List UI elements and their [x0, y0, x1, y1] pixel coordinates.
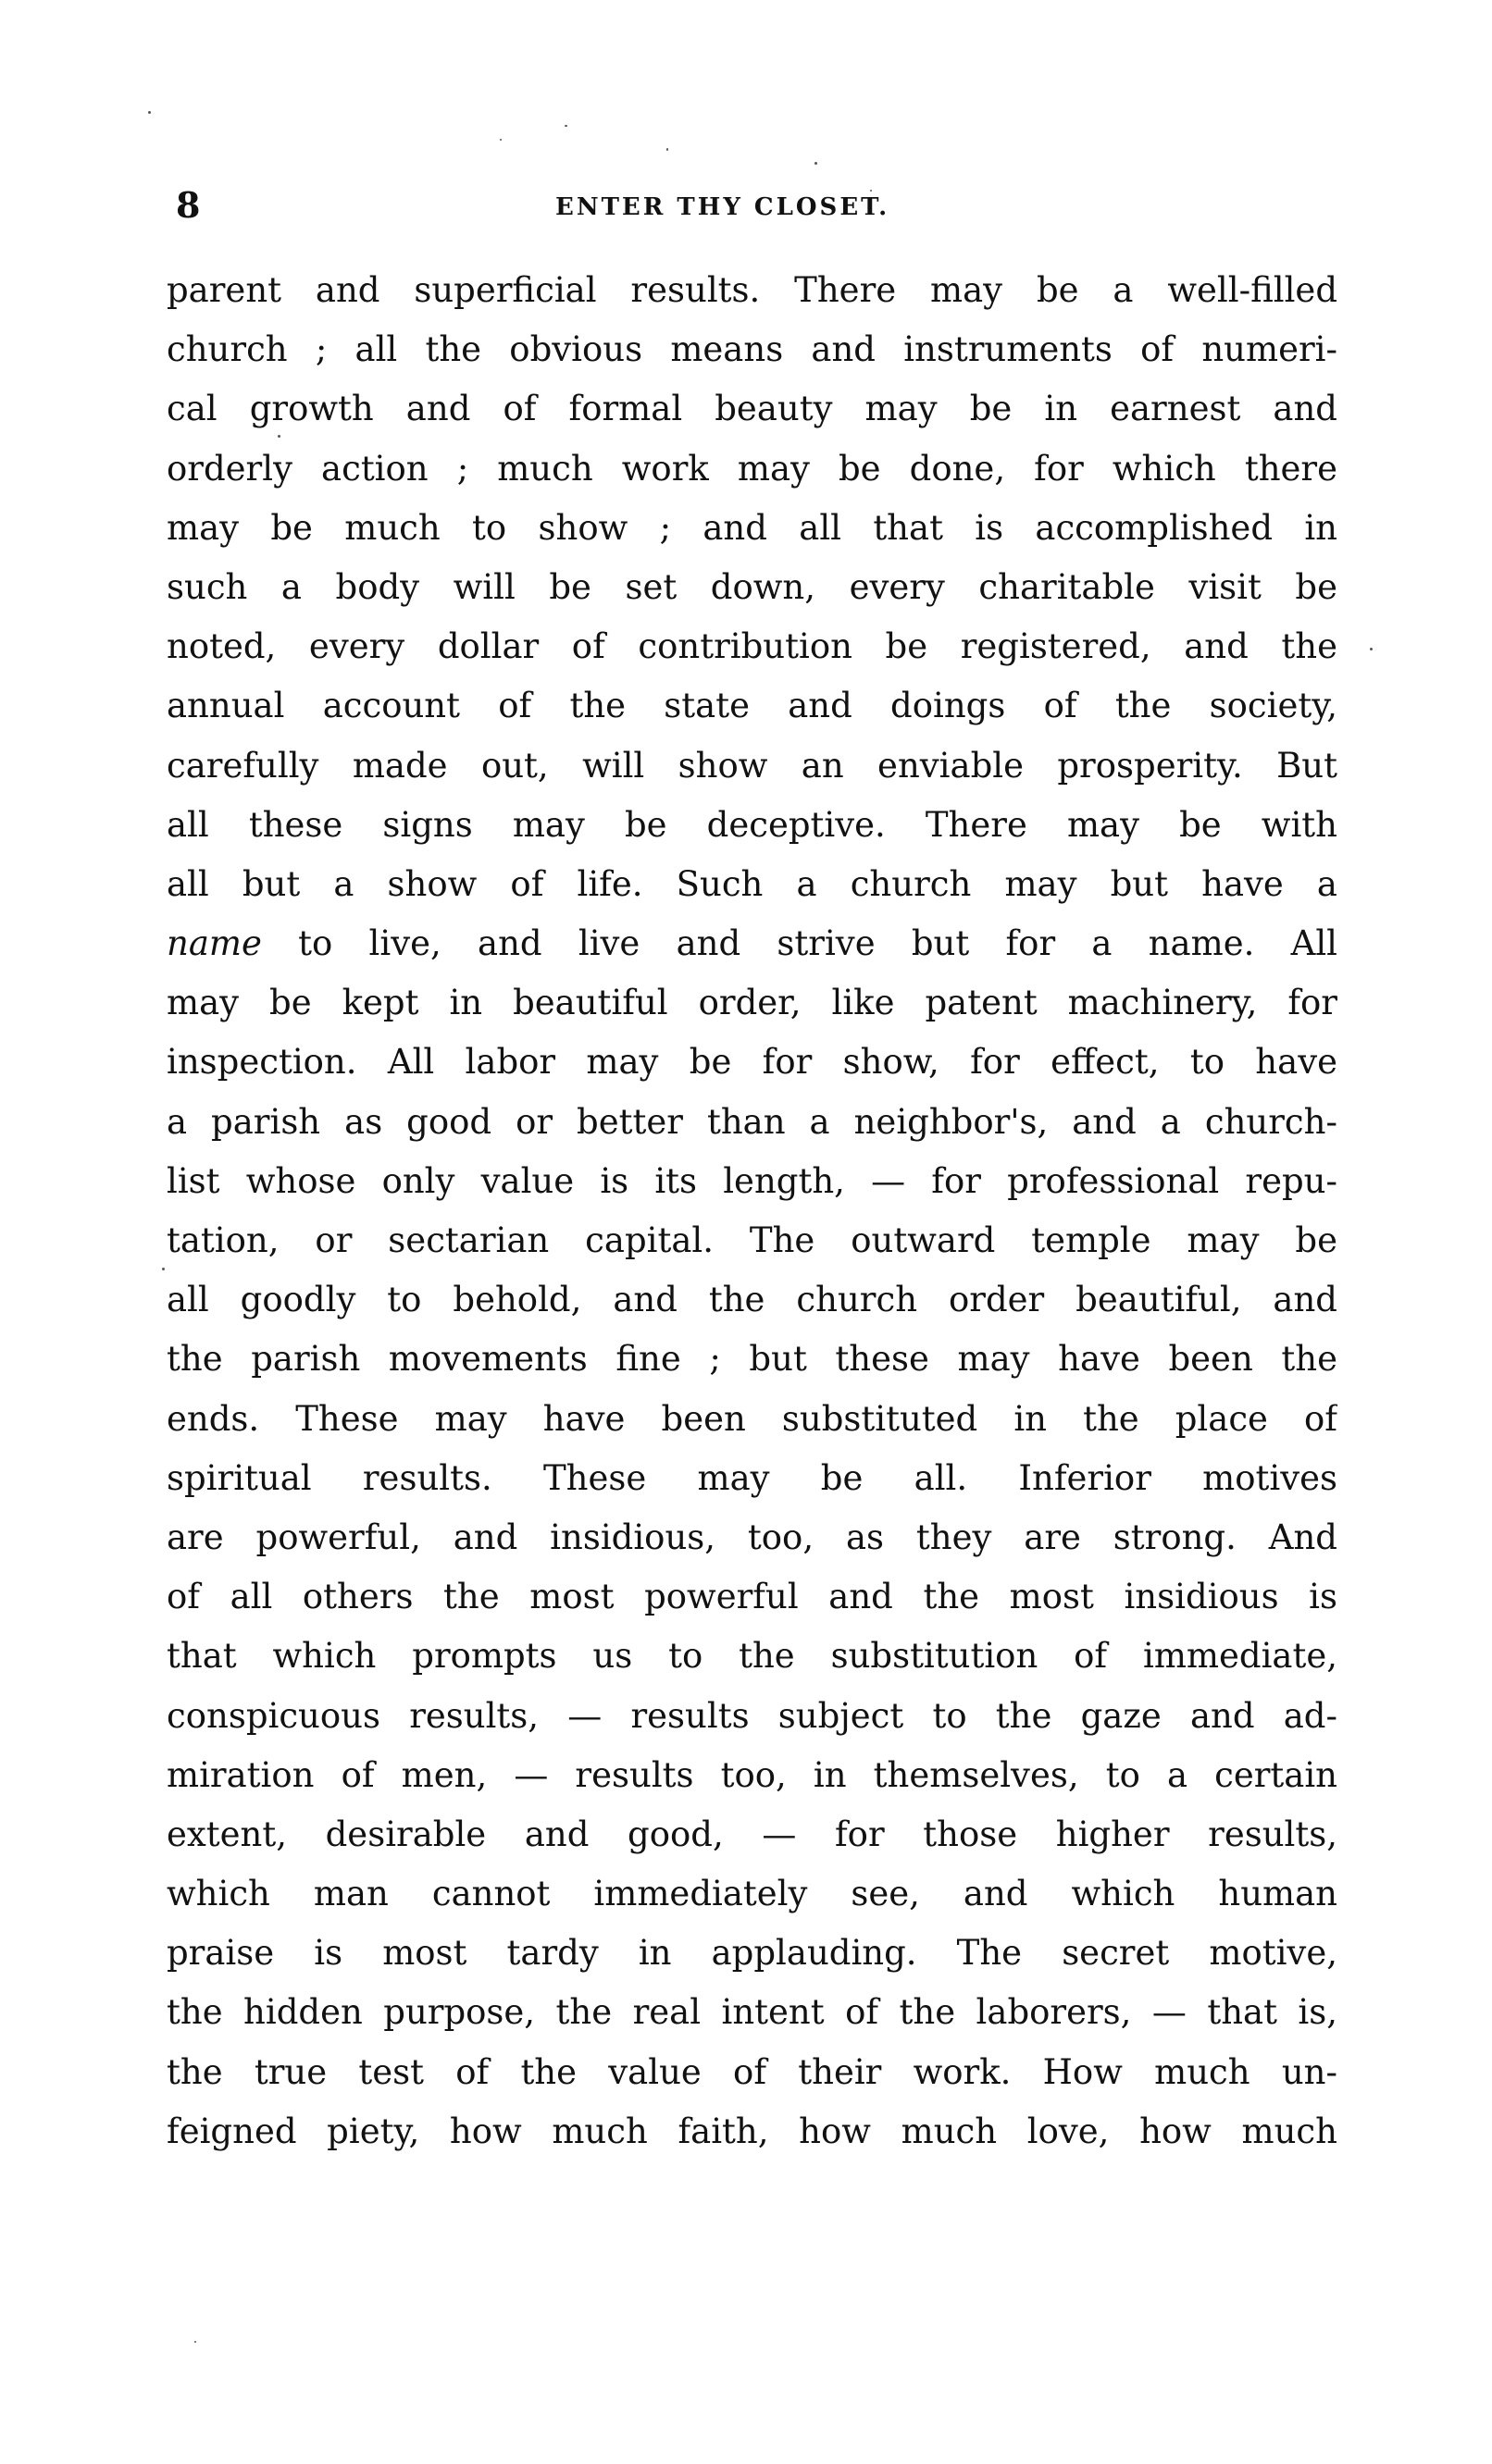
text-line: cal growth and of formal beauty may be in earnest and — [167, 389, 1337, 429]
running-head — [176, 183, 1379, 229]
text-line: extent, desirable and good, — for those higher results, — [167, 1814, 1337, 1854]
text-line: may be kept in beautiful order, like patent machinery, for — [167, 983, 1337, 1023]
text-line: carefully made out, will show an enviable prosperity. But — [167, 745, 1337, 786]
text-line: annual account of the state and doings of the society, — [167, 686, 1337, 726]
scan-speck — [1370, 648, 1373, 650]
scan-speck — [278, 435, 280, 438]
text-line: a parish as good or better than a neighbor's, and a church- — [167, 1101, 1337, 1142]
page-number: 8 — [176, 184, 201, 226]
text-line: may be much to show ; and all that is accomplished in — [167, 507, 1337, 548]
scan-speck — [666, 148, 668, 151]
scan-speck — [565, 125, 567, 127]
text-line: the true test of the value of their work. How much un- — [167, 2051, 1337, 2092]
text-line-with-italic — [167, 914, 1337, 973]
text-line: orderly action ; much work may be done, for which there — [167, 448, 1337, 489]
text-line: the parish movements fine ; but these may have been the — [167, 1339, 1337, 1380]
scan-speck — [814, 162, 817, 165]
text-line: list whose only value is its length, — for professional repu- — [167, 1160, 1337, 1201]
scan-speck — [870, 190, 872, 192]
text-line: feigned piety, how much faith, how much love, how much — [167, 2111, 1337, 2151]
text-line: praise is most tardy in applauding. The secret motive, — [167, 1933, 1337, 1974]
text-line: of all others the most powerful and the most insidious is — [167, 1577, 1337, 1617]
text-line: are powerful, and insidious, too, as they are strong. And — [167, 1517, 1337, 1557]
body-text — [167, 261, 1337, 2161]
running-title: ENTER THY CLOSET. — [555, 193, 890, 221]
text-line: miration of men, — results too, in themselves, to a certain — [167, 1754, 1337, 1795]
text-line: all but a show of life. Such a church may but have a — [167, 863, 1337, 904]
scan-speck — [194, 2341, 196, 2343]
text-line: conspicuous results, — results subject to the gaze and ad- — [167, 1695, 1337, 1736]
text-line: which man cannot immediately see, and which human — [167, 1874, 1337, 1914]
text-line: the hidden purpose, the real intent of the laborers, — that is, — [167, 1992, 1337, 2033]
text-line: church ; all the obvious means and instruments of numeri- — [167, 329, 1337, 370]
text-line: spiritual results. These may be all. Inferior motives — [167, 1457, 1337, 1498]
scan-speck — [148, 111, 151, 114]
text-line-rest: to live, and live and strive but for a name. All — [298, 923, 1337, 964]
text-line: all these signs may be deceptive. There may be with — [167, 804, 1337, 845]
text-line: ends. These may have been substituted in the place of — [167, 1398, 1337, 1439]
scan-speck — [162, 1268, 165, 1270]
text-line: inspection. All labor may be for show, for effect, to have — [167, 1042, 1337, 1083]
text-line: all goodly to behold, and the church order beautiful, and — [167, 1280, 1337, 1320]
italic-word: name — [167, 923, 262, 964]
text-line: that which prompts us to the substitution of immediate, — [167, 1636, 1337, 1677]
text-line: noted, every dollar of contribution be registered, and the — [167, 626, 1337, 667]
text-line: such a body will be set down, every charitable visit be — [167, 566, 1337, 607]
scan-speck — [500, 139, 502, 141]
text-line: parent and superficial results. There may be a well-filled — [167, 270, 1337, 310]
text-line: tation, or sectarian capital. The outward temple may be — [167, 1220, 1337, 1260]
